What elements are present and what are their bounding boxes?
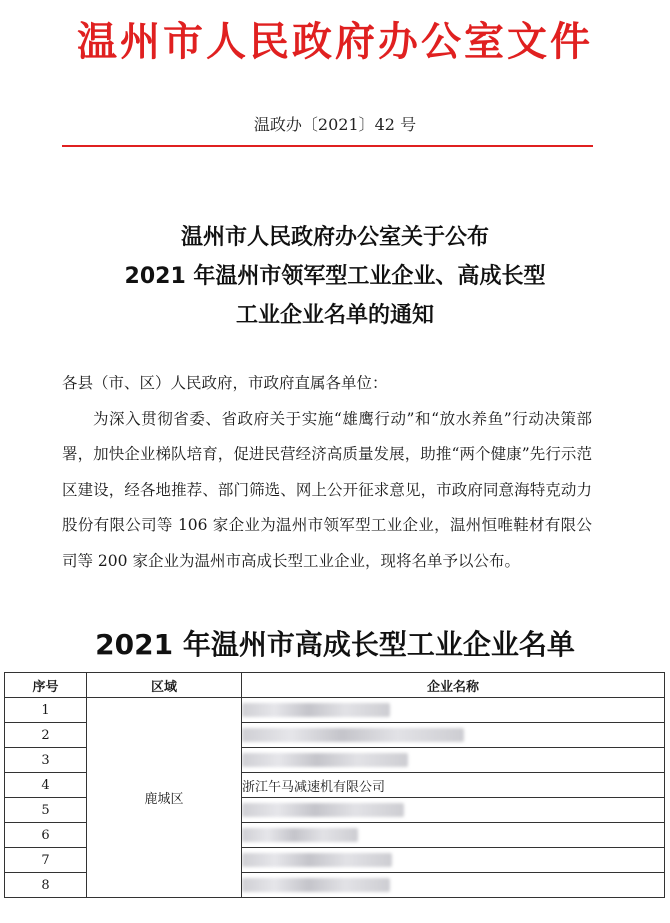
redaction-blur <box>242 803 404 817</box>
redaction-blur <box>242 703 390 717</box>
table-row <box>5 698 665 723</box>
redaction-blur <box>242 828 358 842</box>
company-name-redacted <box>242 723 665 748</box>
row-index: 2 <box>5 723 87 748</box>
notice-title-line: 2021 年温州市领军型工业企业、高成长型 <box>124 264 546 289</box>
addressee: 各县（市、区）人民政府，市政府直属各单位： <box>62 374 388 392</box>
company-name-redacted <box>242 698 665 723</box>
row-index: 4 <box>5 773 87 798</box>
company-name-redacted <box>242 873 665 898</box>
notice-title-line: 温州市人民政府办公室关于公布 <box>180 225 489 250</box>
company-name-redacted <box>242 798 665 823</box>
row-index: 8 <box>5 873 87 898</box>
redaction-blur <box>242 753 408 767</box>
enterprise-list-table <box>4 672 665 898</box>
redaction-blur <box>242 728 464 742</box>
redaction-blur <box>242 878 390 892</box>
notice-body <box>62 366 592 579</box>
company-name-redacted <box>242 848 665 873</box>
row-index: 1 <box>5 698 87 723</box>
redaction-blur <box>242 853 392 867</box>
company-name-redacted <box>242 748 665 773</box>
row-index: 7 <box>5 848 87 873</box>
body-paragraph: 为深入贯彻省委、省政府关于实施“雄鹰行动”和“放水养鱼”行动决策部署，加快企业梯队培育，促进民营经济高质量发展，助推“两个健康”先行示范区建设，经各地推荐、部门筛选、网上公开征求意见，市政府同意海特克动力股份有限公司等 106 家企业为温州市领军型工业企业，温州恒唯鞋材有限公司等 200 家企业为温州市高成长型工业企业，现将名单予以公布。 <box>62 409 592 570</box>
row-index: 5 <box>5 798 87 823</box>
notice-title <box>0 218 670 335</box>
red-divider-line <box>62 145 593 147</box>
company-name: 浙江午马减速机有限公司 <box>242 773 665 798</box>
row-index: 6 <box>5 823 87 848</box>
document-masthead: 温州市人民政府办公室文件 <box>77 19 593 65</box>
list-title: 2021 年温州市高成长型工业企业名单 <box>95 628 575 661</box>
company-name-redacted <box>242 823 665 848</box>
region-cell: 鹿城区 <box>87 698 242 898</box>
document-number: 温政办〔2021〕42 号 <box>253 115 417 134</box>
table-header-row <box>5 673 665 698</box>
column-header-company: 企业名称 <box>242 673 665 698</box>
column-header-region: 区域 <box>87 673 242 698</box>
column-header-index: 序号 <box>5 673 87 698</box>
row-index: 3 <box>5 748 87 773</box>
notice-title-line: 工业企业名单的通知 <box>235 303 434 328</box>
